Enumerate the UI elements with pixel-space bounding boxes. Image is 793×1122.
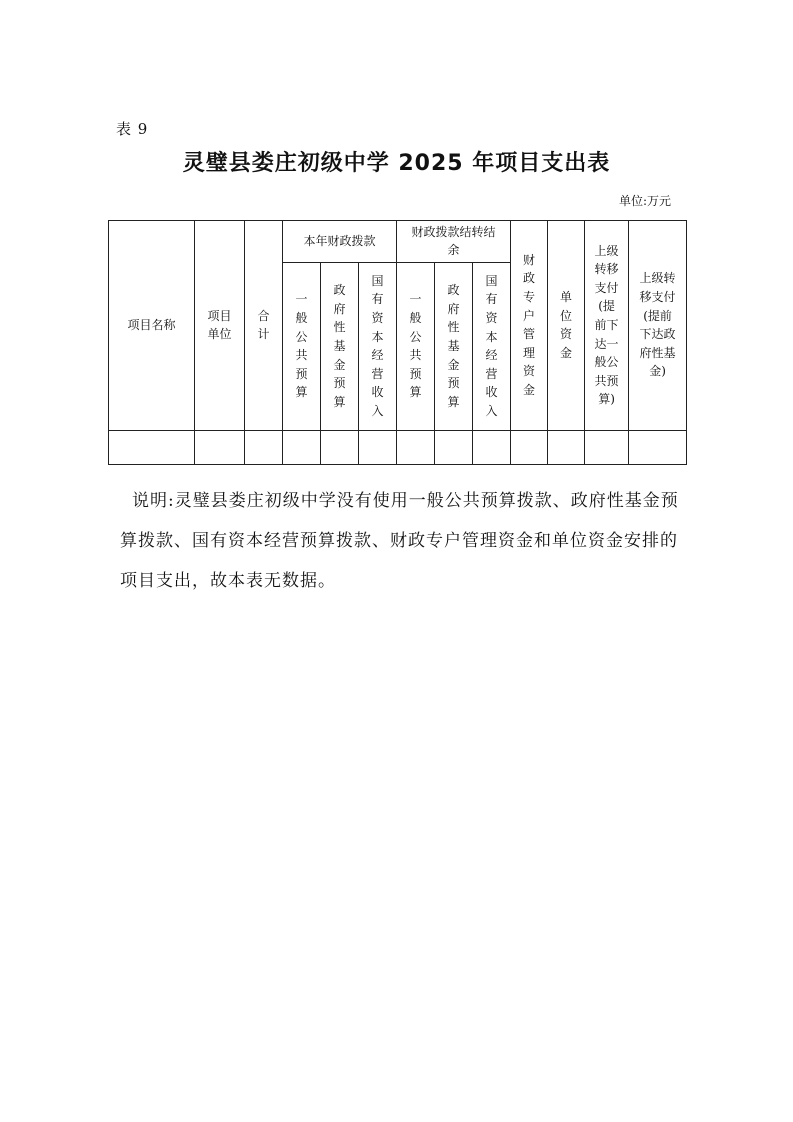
table-cell [629,431,687,465]
header-general-budget: 一般公共预算 [283,263,321,431]
explanation-note: 说明:灵璧县娄庄初级中学没有使用一般公共预算拨款、政府性基金预算拨款、国有资本经营预算拨款、财政专户管理资金和单位资金安排的项目支出，故本表无数据。 [120,491,679,591]
header-current-year-group: 本年财政拨款 [283,221,397,263]
table-cell [245,431,283,465]
table-row [109,431,687,465]
table-cell [109,431,195,465]
header-project-unit: 项目单位 [195,221,245,431]
table-cell [511,431,548,465]
header-carry-gov-fund-budget: 政府性基金预算 [435,263,473,431]
header-transfer-general: 上级转移支付(提前下达一般公共预算) [585,221,629,431]
table-number: 表 9 [116,120,149,138]
header-gov-fund-budget: 政府性基金预算 [321,263,359,431]
page-title: 灵璧县娄庄初级中学 2025 年项目支出表 [182,151,611,176]
header-carry-state-capital: 国有资本经营收入 [473,263,511,431]
header-special-account: 财政专户管理资金 [511,221,548,431]
table-cell [397,431,435,465]
header-carry-general-budget: 一般公共预算 [397,263,435,431]
table-cell [435,431,473,465]
header-project-name: 项目名称 [109,221,195,431]
header-carryover-group: 财政拨款结转结余 [397,221,511,263]
header-total: 合计 [245,221,283,431]
table-cell [585,431,629,465]
table-cell [473,431,511,465]
table-cell [321,431,359,465]
table-cell [195,431,245,465]
header-transfer-fund: 上级转移支付(提前下达政府性基金) [629,221,687,431]
unit-label: 单位:万元 [618,194,671,208]
project-expenditure-table [108,220,687,465]
table-cell [283,431,321,465]
table-cell [548,431,585,465]
table-cell [359,431,397,465]
header-unit-funds: 单位资金 [548,221,585,431]
header-state-capital: 国有资本经营收入 [359,263,397,431]
